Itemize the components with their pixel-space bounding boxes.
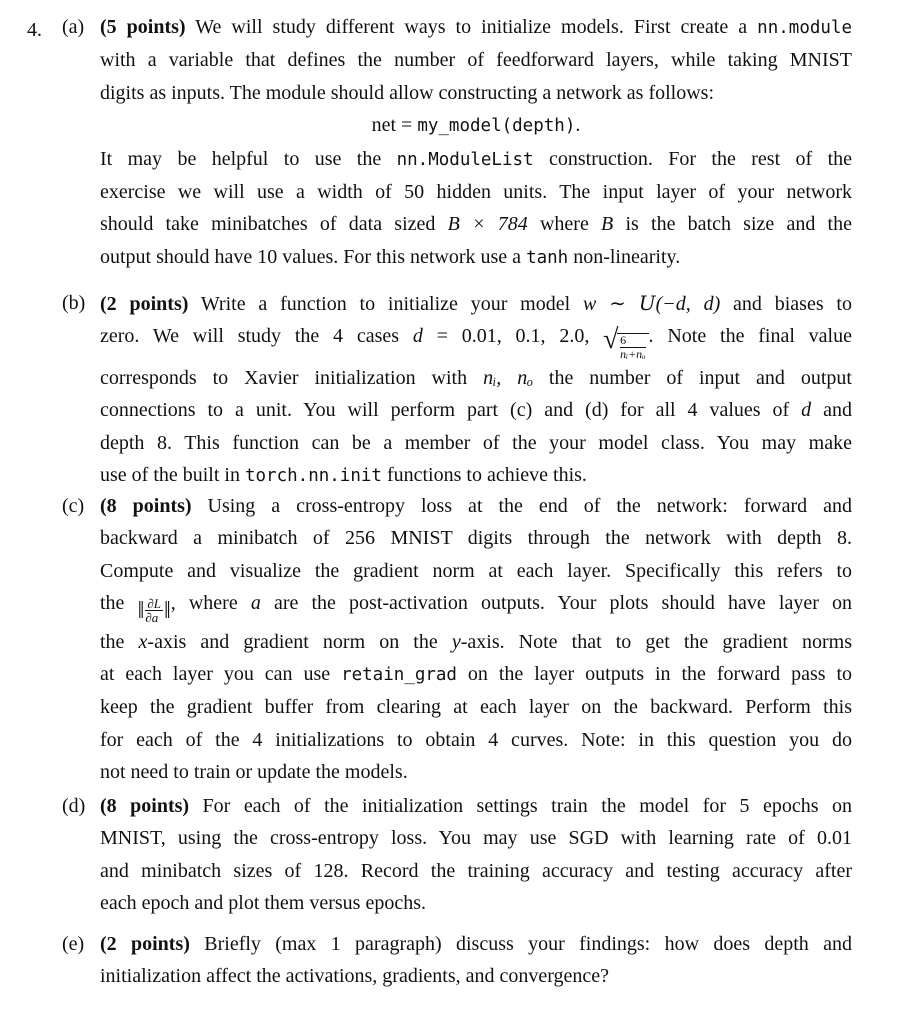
code-nn-module: nn.module xyxy=(757,18,852,38)
part-a-text: (5 points) We will study different ways to initialize models. First create a nn.module with a variable that defines the number of feedforward layers, while taking MNIST digits as inputs. The module should allow constructing a network as follows: net = my_model(depth). It may be helpful to use the nn.ModuleList construction. For the rest of the exercise we will use a width of 50 hidden units. The input layer of your network should take minibatches of data sized B × 784 where B is the batch size and the output should have 10 values. For this network use a tanh non-linearity. xyxy=(100,16,853,268)
part-e-points: (2 points) xyxy=(100,933,190,955)
part-d-points: (8 points) xyxy=(100,795,190,817)
part-e-text: (2 points) Briefly (max 1 paragraph) discuss your findings: how does depth and initialization affect the activations, gradients, and convergence? xyxy=(100,933,853,988)
code-modulelist: nn.ModuleList xyxy=(396,149,534,170)
part-e-label: (e) xyxy=(62,933,85,955)
gradient-norm-expression: ‖ $\frac{\partial L}{\partial a}$ ‖ xyxy=(137,595,171,625)
display-equation: net = my_model(depth). xyxy=(371,114,581,137)
part-d-label: (d) xyxy=(62,795,86,817)
code-retain-grad: retain_grad xyxy=(341,665,457,686)
part-c-text: (8 points) Using a cross-entropy loss at the end of the network: forward and backward a minibatch of 256 MNIST digits through the network with depth 8. Compute and visualize the gradient norm at each layer. Specifically this refers to the ‖ $\frac{\partial L}{\partial a}$ ‖, where a are the post-activation outputs. Your plots should have layer on the x-axis and gradient norm on the y-axis. Note that to get the gradient norms at each layer you can use retain_grad on the layer outputs in the forward pass to keep the gradient buffer from clearing at each layer on the backward. Perform this for each of the 4 initializations to obtain 4 curves. Note: in this question you do not need to train or update the models. xyxy=(100,495,853,784)
code-tanh: tanh xyxy=(526,247,569,268)
xavier-sqrt: √ $\frac{6}{\text{nᵢ+nₒ}}$ xyxy=(603,329,648,361)
question-number: 4. xyxy=(27,19,42,41)
part-a-label: (a) xyxy=(62,16,85,38)
part-c-points: (8 points) xyxy=(100,495,192,517)
part-b-text: (2 points) Write a function to initialize your model w ∼ U(−d, d) and biases to zero. We will study the 4 cases d = 0.01, 0.1, 2.0, √ $\frac{6}{\text{nᵢ+nₒ}}$ . Note the final value corresponds to Xavier initialization with nᵢ, nₒ the number of input and output connections to a unit. You will perform part (c) and (d) for all 4 values of d and depth 8. This function can be a member of the your model class. You may make use of the built in torch.nn.init functions to achieve this. xyxy=(100,291,852,487)
part-d-text: (8 points) For each of the initialization settings train the model for 5 epochs on MNIST, using the cross-entropy loss. You may use SGD with learning rate of 0.01 and minibatch sizes of 128. Record the training accuracy and testing accuracy after each epoch and plot them versus epochs. xyxy=(100,795,852,915)
code-torch-nn-init: torch.nn.init xyxy=(244,466,382,487)
part-a-points: (5 points) xyxy=(100,16,186,38)
part-c-label: (c) xyxy=(62,495,85,517)
part-b-points: (2 points) xyxy=(100,293,189,315)
part-b-label: (b) xyxy=(62,292,86,314)
